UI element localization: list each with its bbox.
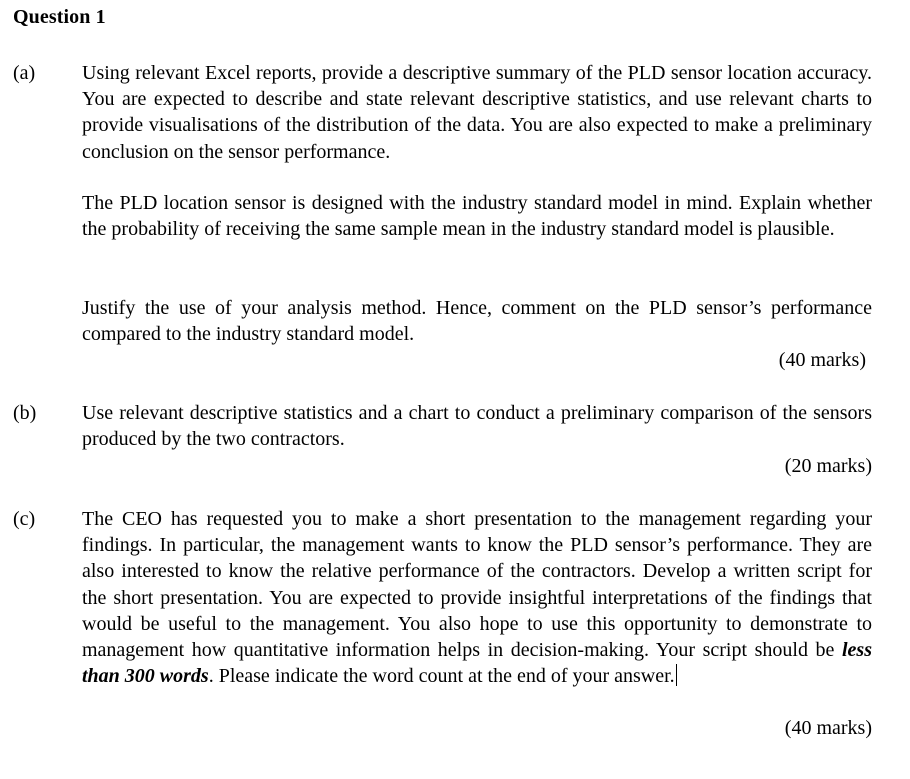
part-c-marks: (40 marks)	[784, 717, 872, 739]
question-title: Question 1	[13, 6, 106, 28]
part-a-marks: (40 marks)	[778, 349, 866, 371]
part-c-text-end: . Please indicate the word count at the end of your answer.	[208, 665, 675, 688]
part-c-label: (c)	[13, 508, 36, 530]
part-a-paragraph-1: Using relevant Excel reports, provide a descriptive summary of the PLD sensor location accuracy. You are expected to describe and state relevant descriptive statistics, and use relevant charts to provide visualisations of the distribution of the data. You are also expected to make a preliminary conclusion on the sensor performance.	[82, 62, 872, 163]
part-b-marks: (20 marks)	[784, 455, 872, 477]
part-a-paragraph-2: The PLD location sensor is designed with the industry standard model in mind. Explain whether the probability of receiving the same sample mean in the industry standard model is plausible.	[82, 192, 872, 241]
part-c-word-limit: less than 300 words	[82, 639, 872, 688]
part-a-paragraph-3: Justify the use of your analysis method. Hence, comment on the PLD sensor’s performance compared to the industry standard model.	[82, 297, 872, 346]
part-b-paragraph-1: Use relevant descriptive statistics and a chart to conduct a preliminary comparison of the sensors produced by the two contractors.	[82, 402, 872, 451]
part-c-text-start: The CEO has requested you to make a short presentation to the management regarding your findings. In particular, the management wants to know the PLD sensor’s performance. They are also interested to know the relative performance of the contractors. Develop a written script for the short presentation. You are expected to provide insightful interpretations of the findings that would be useful to the management. You also hope to use this opportunity to demonstrate to management how quantitative information helps in decision-making. Your script should be	[82, 508, 872, 662]
part-c-paragraph-1[interactable]	[82, 506, 872, 689]
text-cursor	[676, 664, 677, 686]
part-a-label: (a)	[13, 62, 36, 84]
part-b-label: (b)	[13, 402, 37, 424]
